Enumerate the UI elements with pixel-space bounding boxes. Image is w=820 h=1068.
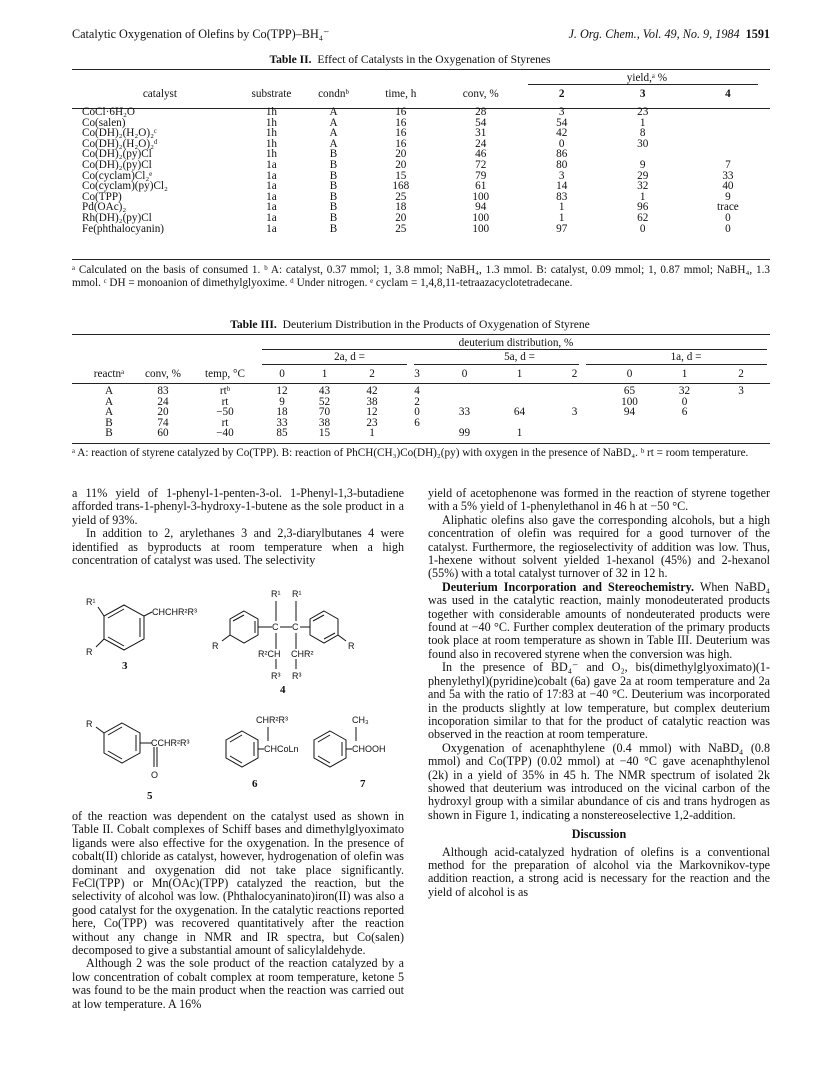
structure-4-r1-left: R¹ xyxy=(271,589,281,599)
table2-cell: 79 xyxy=(475,169,487,182)
table2-body xyxy=(80,107,770,234)
table2-cell: 54 xyxy=(556,116,568,129)
table2-cell: 1h xyxy=(265,106,278,118)
table2-cell: 54 xyxy=(475,116,487,129)
table2-cell: 20 xyxy=(395,148,407,161)
table2-cell: 62 xyxy=(637,211,649,224)
table3-cell: 1 xyxy=(369,427,375,440)
right-paragraph-3-text: When NaBD₄ was used in the catalytic reaction, mainly monodeuterated products together with considerable amounts of nondeuterated products were found at −40 °C. Further complex deuteration of the primary products took place at room temperature as shown in Table III. Deuterium was found also in recovered styrene when the conversion was high. xyxy=(428,579,770,661)
table3-cell xyxy=(712,428,770,439)
table3-cell xyxy=(602,428,657,439)
table2-cell: B xyxy=(329,180,338,193)
right-paragraph-3 xyxy=(428,581,770,661)
table3-bottom-rule xyxy=(72,443,770,444)
table2-cell: Co(DH)₂(H₂O)₂ᶜ xyxy=(82,127,157,140)
table3-cell: 12 xyxy=(366,406,378,419)
structure-3-chain-label: CHCHR²R³ xyxy=(152,607,197,617)
table3-cell: rtᵇ xyxy=(219,385,231,397)
discussion-heading: Discussion xyxy=(571,827,627,842)
table2-cell: 100 xyxy=(472,222,490,235)
structure-7 xyxy=(314,715,386,790)
table2-cell: 24 xyxy=(475,137,487,150)
structure-6-double-bond xyxy=(230,735,242,742)
table3-cell: 70 xyxy=(318,406,331,419)
table3-col-2a-d3: 3 xyxy=(414,367,420,380)
table3-caption-number: Table III. xyxy=(230,318,277,331)
table3-cell: 12 xyxy=(276,385,288,397)
structure-3-bond xyxy=(144,612,152,616)
right-paragraph-5: Oxygenation of acenaphthylene (0.4 mmol) with NaBD₄ (0.8 mmol) and Co(TPP) (0.02 mmol) at −40 °C gave acenaphthylenol (2k) in a yield of 35% in 45 h. The NMR spectrum of isolated 2k showed that deuterium was introduced on the vicinal carbon of the hydroxyl group with a similar abundance of cis and trans hydrogen as shown in Figure 1, indicating a nonstereoselective 1,2-addition. xyxy=(428,740,770,822)
table2-cell: Co(salen) xyxy=(82,116,126,129)
table2-cell: 1a xyxy=(266,222,277,235)
structure-3-bond xyxy=(98,607,104,616)
table3-cell: 60 xyxy=(157,427,169,440)
table2-cell: 1a xyxy=(266,180,277,193)
table2-cell: A xyxy=(329,106,338,118)
table2-cell: trace xyxy=(717,201,739,214)
structure-5-double-bond xyxy=(108,727,122,735)
table2-cell: A xyxy=(329,127,338,140)
table2-cell: 1a xyxy=(266,169,277,182)
table2-row xyxy=(80,160,770,171)
table3-cell: 24 xyxy=(157,395,169,408)
table3-top-rule xyxy=(72,334,770,335)
table3-cell: B xyxy=(105,427,113,440)
table3-cell: 3 xyxy=(738,385,744,397)
table3-cell: A xyxy=(104,395,114,408)
table2-row xyxy=(80,224,770,235)
table2-cell: 16 xyxy=(395,106,407,118)
table3-cell: 38 xyxy=(318,416,331,429)
table2-caption-text: Effect of Catalysts in the Oxygenation of Styrenes xyxy=(317,53,551,66)
table2-cell: 1h xyxy=(265,127,278,140)
table2-cell: Co(cyclam)Cl₂ᵉ xyxy=(82,169,153,182)
left-paragraph-3: of the reaction was dependent on the catalyst used as shown in Table II. Cobalt complexes of Schiff bases and dimethylglyoximato ligands were also effective for the oxygenation. In the presence of cobalt(II) chloride as catalyst, however, hydrogenation of olefin was dominant and oxygenation did not take place significantly. FeCl(TPP) or Mn(OAc)(TPP) catalyzed the reaction, but the selectivity of alcohol was low. (Phthalocyaninato)iron(II) was also a good catalyst for the oxygenation. In the catalytic reactions reported here, Co(TPP) was recovered quantitatively after the reaction without any change in NMR and IR spectra, but Co(salen) decomposed to give a substantial amount of salicylaldehyde. xyxy=(72,809,404,958)
table3-cell xyxy=(547,386,602,397)
table2-cell: 100 xyxy=(472,190,490,203)
table2-row xyxy=(80,107,770,118)
table2-cell: A xyxy=(329,137,338,150)
table3-col-5a-d0: 0 xyxy=(461,367,468,380)
table3-col-5a-d1: 1 xyxy=(516,367,523,380)
table3-cell: 43 xyxy=(318,385,331,397)
table3-col-temp: temp, °C xyxy=(205,367,245,380)
table2-cell: B xyxy=(329,222,338,235)
structure-4-ch-left: R²CH xyxy=(258,649,281,659)
structure-3 xyxy=(86,597,197,672)
table2-caption xyxy=(0,53,820,66)
table3-cell: 38 xyxy=(366,395,378,408)
structure-4-bond xyxy=(338,635,346,641)
table3-cell: 52 xyxy=(318,395,331,408)
structure-6-top-label: CHR²R³ xyxy=(256,715,288,725)
table3-cell xyxy=(712,407,770,418)
table2-cell: 29 xyxy=(637,169,649,182)
table3-cell xyxy=(397,428,437,439)
table2-cell: B xyxy=(329,169,338,182)
table2-cell: 3 xyxy=(558,169,565,182)
table2-cell: Co(cyclam)(py)Cl₂ xyxy=(82,180,168,193)
table2-row xyxy=(80,213,770,224)
structure-4-r3-left: R³ xyxy=(271,671,281,681)
table2-cell: 7 xyxy=(725,158,731,171)
table2-column-headers xyxy=(80,85,770,103)
table2-cell: 72 xyxy=(475,158,487,171)
table3-cell xyxy=(492,386,547,397)
table2-cell: 1a xyxy=(266,190,277,203)
table2-cell: Fe(phthalocyanin) xyxy=(82,222,165,235)
table2-cell: 0 xyxy=(725,211,731,224)
table2-col-condn: condnᵇ xyxy=(318,87,349,100)
table3-cell: 23 xyxy=(366,416,378,429)
table3-cell: 20 xyxy=(157,406,169,419)
structure-3-r1-label: R¹ xyxy=(86,597,96,607)
table2-cell xyxy=(686,139,770,150)
table3-col-1a-d1: 1 xyxy=(681,367,688,380)
header-journal xyxy=(568,27,770,42)
left-paragraph-4: Although 2 was the sole product of the reaction catalyzed by a low concentration of cobalt complex at room temperature, ketone 5 was found to be the main product when the reaction was carried out at low temperature. A 16% xyxy=(72,956,404,1011)
structure-6-sub-label: CHCoLn xyxy=(264,744,299,754)
deuterium-section-heading: Deuterium Incorporation and Stereochemistry. xyxy=(442,579,695,594)
table3-cell xyxy=(712,418,770,429)
table2-cell: A xyxy=(329,116,338,129)
table2-cell: B xyxy=(329,211,338,224)
table2-cell: 0 xyxy=(725,222,731,235)
table3-cell: 33 xyxy=(458,406,471,419)
table2-cell: 94 xyxy=(475,201,487,214)
table2-col-yield-3: 3 xyxy=(639,87,646,100)
table3-cell: 0 xyxy=(414,406,420,419)
table2-cell: Co(DH)₂(py)Cl xyxy=(82,148,152,161)
table2-footnote: ᵃ Calculated on the basis of consumed 1. ᵇ A: catalyst, 0.37 mmol; 1, 3.8 mmol; NaBH₄, 1.3 mmol. B: catalyst, 0.09 mmol; 1, 0.87 mmol; NaBH₄, 1.3 mmol. ᶜ DH = monoanion of dimethylglyoxime. ᵈ Under nitrogen. ᵉ cyclam = 1,4,8,11-tetraazacyclotetradecane. xyxy=(72,264,770,289)
structure-4-c1: C xyxy=(272,622,279,632)
table3-cell: 3 xyxy=(571,406,578,419)
structure-4-bond xyxy=(222,635,230,641)
table3-col-1a-d2: 2 xyxy=(738,367,744,380)
table3-cell: 42 xyxy=(366,385,378,397)
table3-cell: 33 xyxy=(276,416,288,429)
table3-cell: 0 xyxy=(681,395,688,408)
table2-cell: 42 xyxy=(556,127,568,140)
structure-5-oxygen-label: O xyxy=(151,770,159,780)
table2-yield-header: yield,ᵃ % xyxy=(626,72,668,85)
structure-7-sub-label: CHOOH xyxy=(352,744,386,754)
right-paragraph-6: Although acid-catalyzed hydration of olefins is a conventional method for the preparation of alcohol via the Markovnikov-type addition reaction, a strong acid is necessary for the reaction and the yield of alcohol is as xyxy=(428,844,770,899)
left-column-top xyxy=(72,487,404,567)
table2-cell: Rh(DH)₂(py)Cl xyxy=(82,211,152,224)
table3-cell: 1 xyxy=(516,427,523,440)
table2-cell: 32 xyxy=(637,180,649,193)
table3-cell xyxy=(547,418,602,429)
right-paragraph-1: yield of acetophenone was formed in the reaction of styrene together with a 5% yield of 1-phenylethanol in 46 h at −50 °C. xyxy=(428,486,770,514)
table2-cell: 16 xyxy=(395,116,407,129)
left-column-bottom xyxy=(72,810,404,1011)
table3-cell: 64 xyxy=(513,406,526,419)
structure-4-c2: C xyxy=(292,622,299,632)
table2-cell: 23 xyxy=(637,106,649,118)
table3-col-conv: conv, % xyxy=(145,367,181,380)
header-page-number: 1591 xyxy=(745,27,770,41)
table3-cell: 18 xyxy=(276,406,288,419)
table2-cell: CoCl·6H₂O xyxy=(82,106,136,118)
table2-cell: 1 xyxy=(558,201,565,214)
table2-cell: 9 xyxy=(725,190,731,203)
table2-cell: 1h xyxy=(265,137,278,150)
table2-row xyxy=(80,139,770,150)
table3-cell: 15 xyxy=(318,427,331,440)
table2-cell: 86 xyxy=(556,148,568,161)
structure-4-left-ring xyxy=(230,611,258,643)
table2-col-yield-2: 2 xyxy=(558,87,565,100)
structure-5-bond xyxy=(96,727,104,733)
table3-row xyxy=(80,418,770,429)
table2-cell: 18 xyxy=(395,201,407,214)
structure-5-number: 5 xyxy=(147,790,153,802)
table2-cell: 33 xyxy=(722,169,734,182)
structure-3-ring xyxy=(104,605,144,650)
structure-4-r3-right: R³ xyxy=(292,671,302,681)
structure-7-ring xyxy=(314,731,346,767)
table2-cell: 80 xyxy=(556,158,568,171)
structure-4-r1-right: R¹ xyxy=(292,589,302,599)
table2-cell: 8 xyxy=(639,127,646,140)
table2-cell: 1h xyxy=(265,116,278,129)
table2-cell xyxy=(686,107,770,118)
table2-cell: 28 xyxy=(475,106,487,118)
table3-cell: 6 xyxy=(414,416,420,429)
table2-cell: 16 xyxy=(395,137,407,150)
structure-7-number: 7 xyxy=(360,778,366,790)
table3-group-5a: 5a, d = xyxy=(504,351,535,364)
table3-caption xyxy=(0,318,820,331)
table3-cell: 83 xyxy=(157,385,169,397)
table2-cell: Co(DH)₂(H₂O)₂ᵈ xyxy=(82,137,158,150)
structure-4-number: 4 xyxy=(280,684,286,696)
table3-cell: 4 xyxy=(414,385,420,397)
table2-col-conv: conv, % xyxy=(462,87,499,100)
table2-row xyxy=(80,202,770,213)
table3-cell xyxy=(437,386,492,397)
right-column xyxy=(428,487,770,899)
table2-cell: 14 xyxy=(556,180,568,193)
table2-cell: 16 xyxy=(395,127,407,140)
table2-cell: 1a xyxy=(266,211,277,224)
table3-row xyxy=(80,386,770,397)
table2-cell: 40 xyxy=(722,180,734,193)
table2-cell: 1a xyxy=(266,158,277,171)
table3 xyxy=(80,337,770,439)
table2-cell: 25 xyxy=(395,222,407,235)
table2-cell: Co(TPP) xyxy=(82,190,122,203)
right-paragraph-2: Aliphatic olefins also gave the corresponding alcohols, but a high concentration of olefin was required for a good turnover of the catalyst. Furthermore, the regioselectivity of addition was low. Thus, 1-hexene without solvent yielded 1-hexanol (45%) and 2-hexanol (55%) with a total catalyst turnover of 32 in 12 h. xyxy=(428,512,770,581)
table3-cell: 6 xyxy=(681,406,688,419)
table2-row xyxy=(80,192,770,203)
table3-column-headers xyxy=(80,365,770,383)
table2-row xyxy=(80,128,770,139)
table3-cell: rt xyxy=(221,395,229,408)
structure-6-double-bond xyxy=(230,756,242,763)
structure-4-r-left: R xyxy=(212,641,219,651)
table3-cell: B xyxy=(105,416,113,429)
table3-col-2a-d1: 1 xyxy=(321,367,328,380)
table2-col-yield-4: 4 xyxy=(725,87,731,100)
table2-cell: 1h xyxy=(265,148,278,161)
table2-cell: 96 xyxy=(637,201,649,214)
structure-3-double-bond xyxy=(108,609,124,618)
table3-cell: 100 xyxy=(621,395,638,408)
structure-7-top-label: CH₃ xyxy=(352,715,369,725)
table3-row xyxy=(80,428,770,439)
table2-cell xyxy=(686,128,770,139)
structure-4-r-right: R xyxy=(348,641,355,651)
structure-6-number: 6 xyxy=(252,778,258,790)
structure-5-r-label: R xyxy=(86,719,93,729)
table3-row xyxy=(80,407,770,418)
structure-5-double-bond xyxy=(108,751,122,759)
table2-cell: 1 xyxy=(639,190,646,203)
structure-4-right-ring xyxy=(310,611,338,643)
table2-cell: 3 xyxy=(558,106,565,118)
table2 xyxy=(80,72,770,234)
table2-row xyxy=(80,181,770,192)
table3-cell: −40 xyxy=(216,427,234,440)
table3-cell: −50 xyxy=(216,406,234,419)
table3-cell: 2 xyxy=(414,395,420,408)
header-citation: J. Org. Chem., Vol. 49, No. 9, 1984 xyxy=(568,27,740,41)
table2-row xyxy=(80,149,770,160)
table3-cell: 9 xyxy=(279,395,285,408)
structure-3-bond xyxy=(96,639,104,647)
structure-3-r-label: R xyxy=(86,647,93,657)
table2-col-catalyst: catalyst xyxy=(142,87,178,100)
structure-6 xyxy=(226,715,299,790)
table2-cell: 168 xyxy=(392,180,410,193)
table3-cell: A xyxy=(104,385,114,397)
table3-cell: rt xyxy=(221,416,229,429)
table2-cell: 20 xyxy=(395,158,407,171)
table2-cell: 15 xyxy=(395,169,407,182)
table3-cell xyxy=(657,428,712,439)
table2-cell: 0 xyxy=(558,137,565,150)
table2-cell: 61 xyxy=(475,180,487,193)
table2-cell: 83 xyxy=(556,190,568,203)
table2-cell: B xyxy=(329,158,338,171)
table2-cell: 25 xyxy=(395,190,407,203)
table2-cell: B xyxy=(329,148,338,161)
table2-col-substrate: substrate xyxy=(251,87,292,100)
table2-cell: 97 xyxy=(556,222,568,235)
table2-row xyxy=(80,118,770,129)
table3-col-reactn: reactnᵃ xyxy=(93,367,125,380)
table3-col-2a-d0: 0 xyxy=(279,367,285,380)
table3-col-2a-d2: 2 xyxy=(369,367,375,380)
table2-cell: B xyxy=(329,190,338,203)
table3-cell: 65 xyxy=(623,385,636,397)
table2-cell: 0 xyxy=(639,222,646,235)
table3-cell xyxy=(657,418,712,429)
structure-6-ring xyxy=(226,731,258,767)
table2-top-rule xyxy=(72,69,770,70)
table3-cell: 32 xyxy=(678,385,691,397)
header-title: Catalytic Oxygenation of Olefins by Co(TPP)–BH₄⁻ xyxy=(72,27,330,41)
table2-cell: Co(DH)₂(py)Cl xyxy=(82,158,152,171)
table2-cell: 100 xyxy=(472,211,490,224)
structure-5 xyxy=(86,719,190,802)
structure-3-double-bond xyxy=(108,637,124,646)
table3-group-2a: 2a, d = xyxy=(334,351,365,364)
running-header xyxy=(72,27,770,43)
table3-cell: 94 xyxy=(623,406,636,419)
table3-group-1a: 1a, d = xyxy=(670,351,702,364)
table2-cell: 9 xyxy=(639,158,646,171)
table2-cell xyxy=(686,118,770,129)
structure-7-double-bond xyxy=(318,756,330,763)
table3-caption-text: Deuterium Distribution in the Products of Oxygenation of Styrene xyxy=(282,318,590,331)
structure-4-ch-right: CHR² xyxy=(291,649,314,659)
left-paragraph-2: In addition to 2, arylethanes 3 and 2,3-diarylbutanes 4 were identified as byproducts at room temperature when a high concentration of catalyst was used. The selectivity xyxy=(72,526,404,568)
table3-cell: 74 xyxy=(157,416,169,429)
chemical-structures xyxy=(72,583,404,805)
table3-cell: 99 xyxy=(458,427,471,440)
table2-cell: 30 xyxy=(637,137,649,150)
table2-cell: 1 xyxy=(558,211,565,224)
structure-7-double-bond xyxy=(318,735,330,742)
table3-footnote: ᵃ A: reaction of styrene catalyzed by Co(TPP). B: reaction of PhCH(CH₃)Co(DH)₂(py) with oxygen in the presence of NaBD₄. ᵇ rt = room temperature. xyxy=(72,447,749,459)
structure-5-chain-label: CCHR²R³ xyxy=(151,738,190,748)
structure-4 xyxy=(212,589,355,696)
structure-3-number: 3 xyxy=(122,660,128,672)
table2-cell: 1 xyxy=(639,116,646,129)
table3-row xyxy=(80,397,770,408)
right-paragraph-4: In the presence of BD₄⁻ and O₂, bis(dimethylglyoximato)(1-phenylethyl)(pyridine)cobalt (6a) gave 2a at room temperature and 2a and 5a with the ratio of 17:83 at −40 °C. Deuterium was incorporated in the products slightly at low temperature, but complex deuterium incoporation similar to that for the product of catalytic reaction was observed in the reaction at room temperature. xyxy=(428,660,770,742)
table3-cell: 85 xyxy=(276,427,288,440)
table3-cell xyxy=(602,418,657,429)
table3-cell xyxy=(547,428,602,439)
table2-caption-number: Table II. xyxy=(269,53,312,66)
left-paragraph-1: a 11% yield of 1-phenyl-1-penten-3-ol. 1-Phenyl-1,3-butadiene afforded trans-1-phenyl-3-hydroxy-1-butene as the sole product in a yield of 93%. xyxy=(72,486,404,527)
table3-col-5a-d2: 2 xyxy=(571,367,578,380)
table3-cell: A xyxy=(104,406,114,419)
table2-bottom-rule xyxy=(72,259,770,260)
table2-col-time: time, h xyxy=(385,87,417,100)
table2-cell: B xyxy=(329,201,338,214)
table2-row xyxy=(80,171,770,182)
table3-cell xyxy=(712,397,770,408)
table2-cell: 1a xyxy=(266,201,277,214)
table2-cell: Pd(OAc)₂ xyxy=(82,201,127,214)
table2-cell: 31 xyxy=(475,127,487,140)
table2-cell: 20 xyxy=(395,211,407,224)
structure-5-ring xyxy=(104,723,140,763)
table2-cell: 46 xyxy=(475,148,487,161)
table3-col-1a-d0: 0 xyxy=(626,367,633,380)
table3-body xyxy=(80,386,770,439)
table3-super-header: deuterium distribution, % xyxy=(458,337,574,350)
